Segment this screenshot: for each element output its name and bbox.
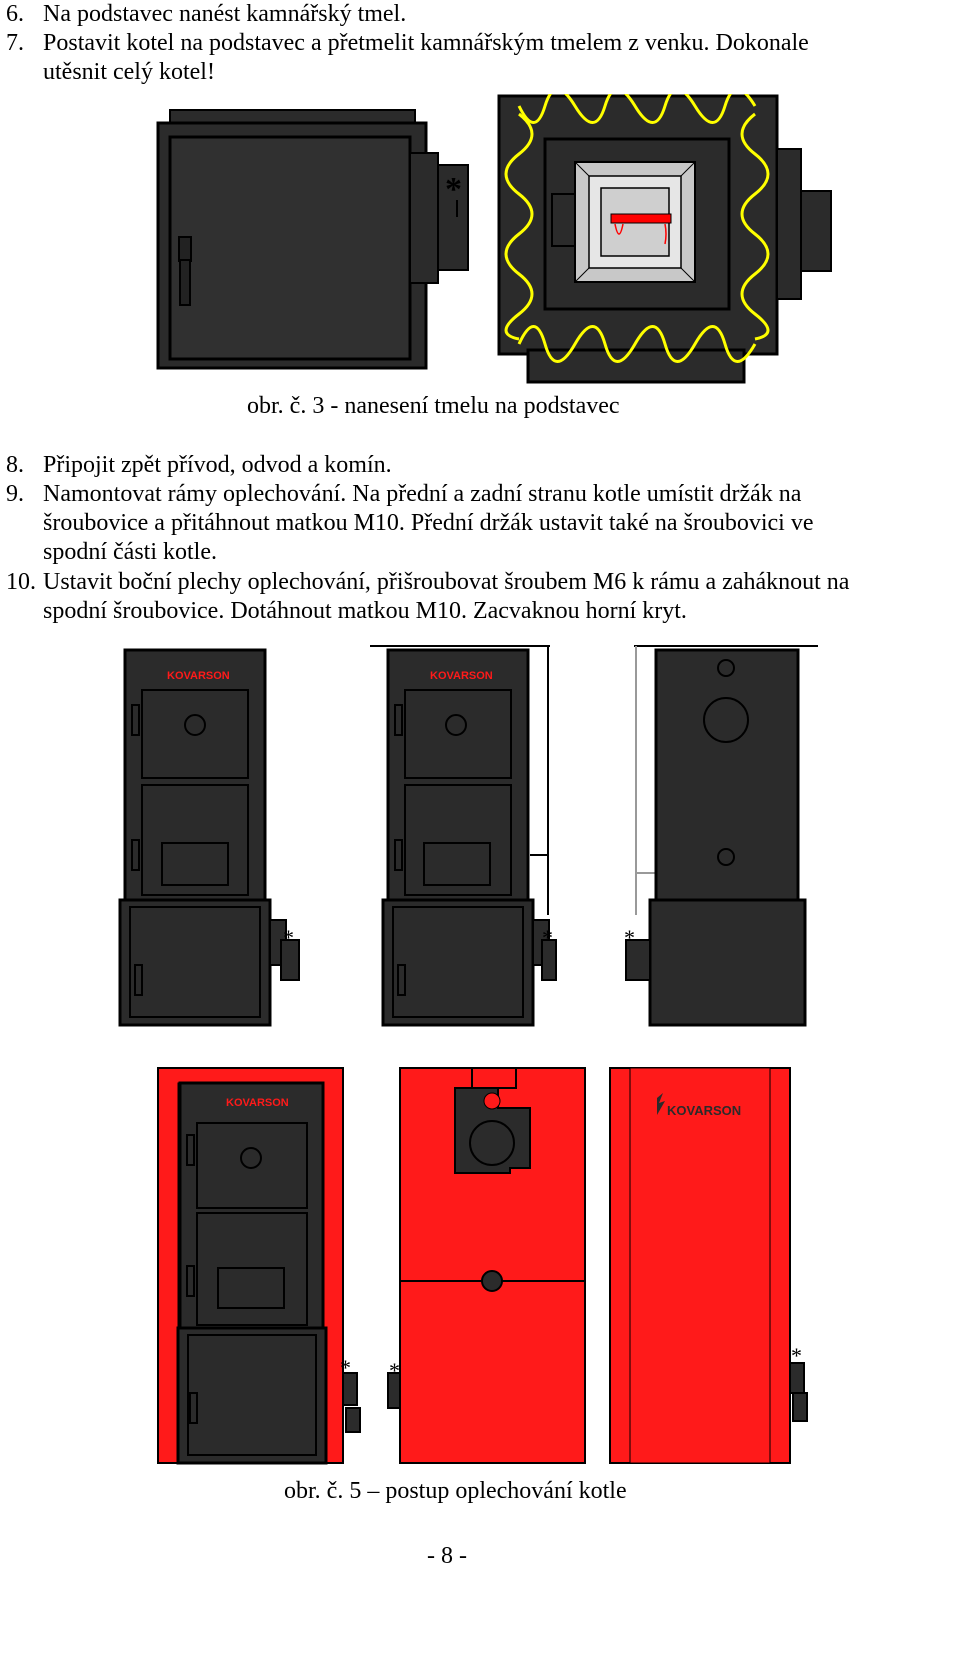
kovarson-logo: KOVARSON [226, 1097, 289, 1109]
step-number: 8. [6, 452, 24, 478]
asterisk-marker: * [624, 925, 635, 950]
figure5-caption: obr. č. 5 – postup oplechování kotle [284, 1478, 627, 1504]
step-text: spodní části kotle. [43, 539, 217, 565]
figure3-caption: obr. č. 3 - nanesení tmelu na podstavec [247, 393, 620, 419]
kovarson-logo: KOVARSON [430, 670, 493, 682]
step-text: spodní šroubovice. Dotáhnout matkou M10. Zacvaknou horní kryt. [43, 598, 687, 624]
page-number: - 8 - [427, 1543, 467, 1569]
asterisk-marker: * [340, 1355, 351, 1380]
step-number: 6. [6, 1, 24, 27]
step-text: Ustavit boční plechy oplechování, přišroubovat šroubem M6 k rámu a zaháknout na [43, 569, 850, 595]
asterisk-marker: * [542, 925, 553, 950]
kovarson-logo: KOVARSON [667, 1103, 742, 1118]
asterisk-marker: * [445, 171, 462, 208]
figure5-boiler-stage-4 [150, 1063, 370, 1468]
asterisk-marker: * [791, 1343, 802, 1368]
asterisk-marker: * [283, 925, 294, 950]
figure5-boiler-stage-5 [380, 1063, 600, 1468]
step-number: 7. [6, 30, 24, 56]
step-text: Na podstavec nanést kamnářský tmel. [43, 1, 407, 27]
figure5-boiler-stage-2 [370, 640, 570, 1035]
figure5-boiler-stage-1 [115, 645, 315, 1035]
step-text: Připojit zpět přívod, odvod a komín. [43, 452, 392, 478]
step-number: 10. [6, 569, 36, 595]
figure3-boiler-front [155, 105, 485, 375]
asterisk-marker: * [389, 1358, 400, 1383]
step-text: Postavit kotel na podstavec a přetmelit kamnářským tmelem z venku. Dokonale [43, 30, 809, 56]
kovarson-logo: KOVARSON [167, 670, 230, 682]
step-text: šroubovice a přitáhnout matkou M10. Přední držák ustavit také na šroubovici ve [43, 510, 814, 536]
figure5-boiler-stage-3 [620, 640, 820, 1035]
figure3-boiler-sealant [497, 94, 837, 386]
figure5-boiler-stage-6 [605, 1063, 820, 1468]
step-text: Namontovat rámy oplechování. Na přední a zadní stranu kotle umístit držák na [43, 481, 802, 507]
step-number: 9. [6, 481, 24, 507]
step-text: utěsnit celý kotel! [43, 59, 215, 85]
